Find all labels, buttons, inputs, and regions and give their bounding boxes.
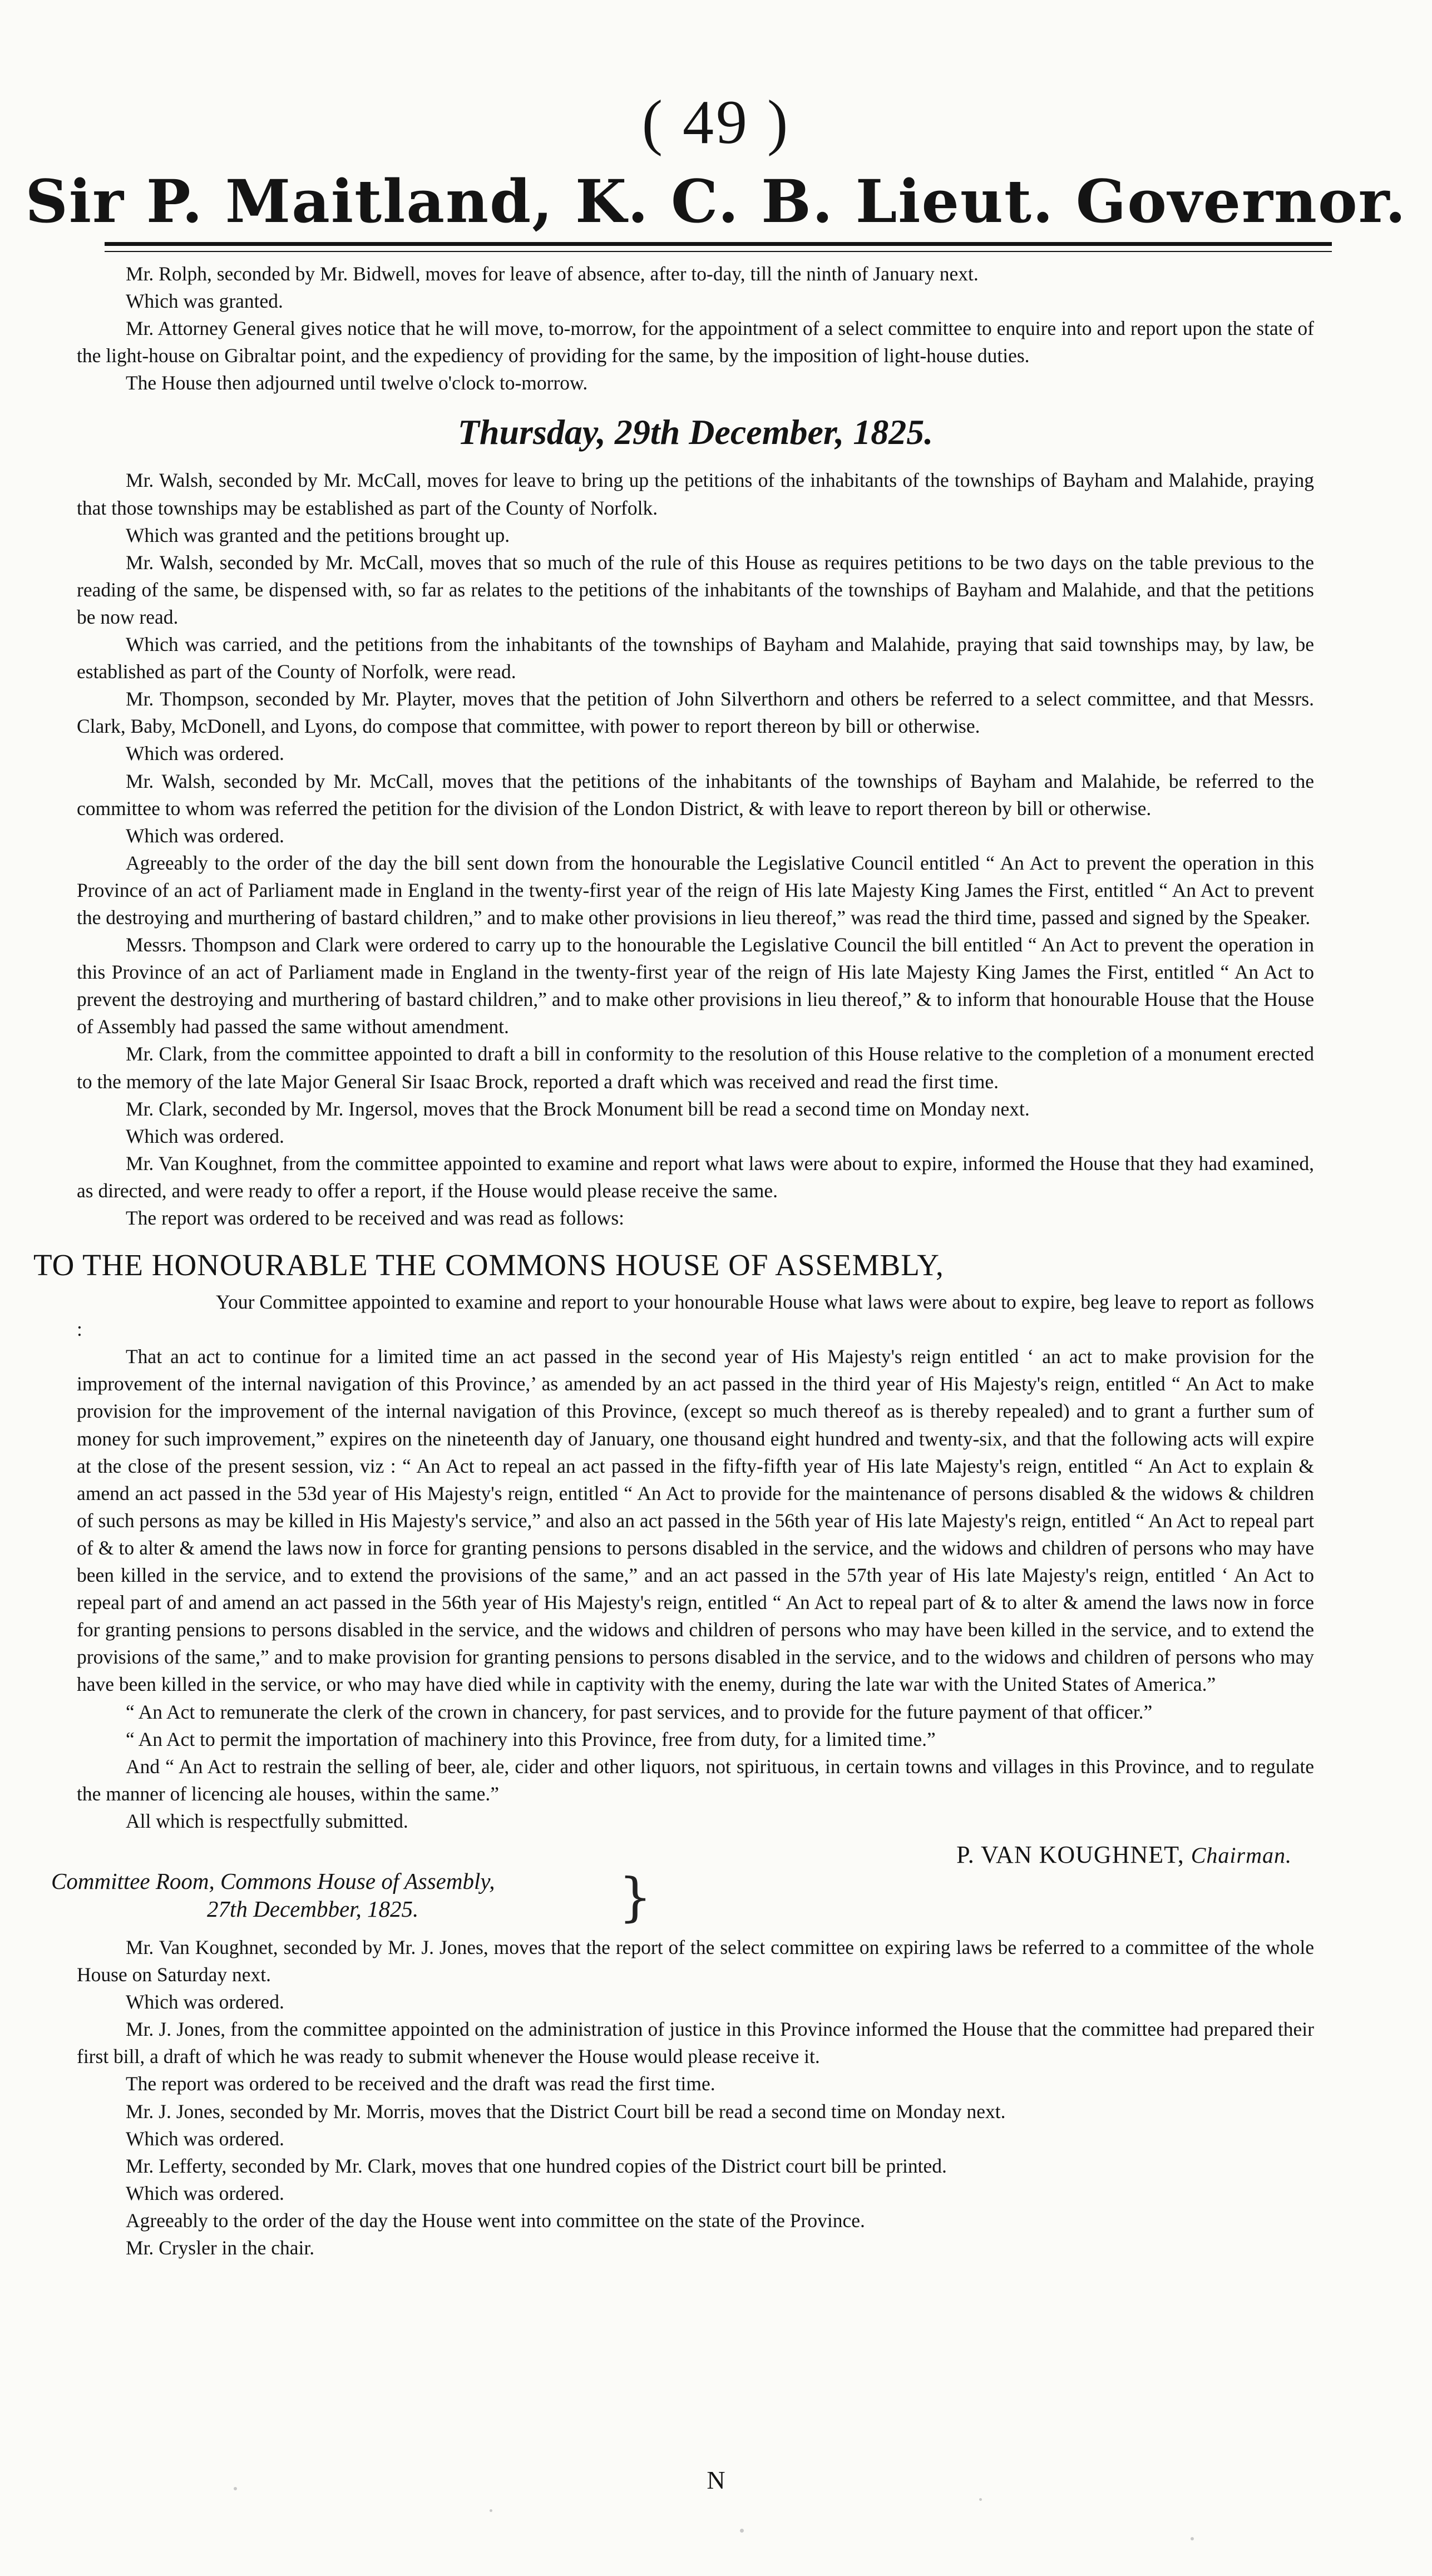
print-speckle [234, 2487, 237, 2490]
print-speckle [740, 2529, 744, 2533]
paragraph: Mr. Walsh, seconded by Mr. McCall, moves that the petitions of the inhabitants of the townships of Bayham and Malahide, be referred to the committee to whom was referred the petition for the division of the London District, & with leave to report thereon by bill or otherwise. [77, 769, 1314, 820]
paragraph: The report was ordered to be received and the draft was read the first time. [126, 2072, 715, 2095]
paragraph: Which was carried, and the petitions from the inhabitants of the townships of Bayham and Malahide, praying that said townships may, by law, be established as part of the County of Norfolk, were read. [77, 633, 1314, 683]
body-text [33, 260, 1314, 2262]
heading-rule-thin [105, 251, 1332, 252]
print-speckle [979, 2498, 982, 2501]
print-speckle [1191, 2537, 1194, 2540]
chairman-signature [956, 1839, 1292, 1871]
paragraph: Mr. Lefferty, seconded by Mr. Clark, moves that one hundred copies of the District court bill be printed. [126, 2154, 947, 2177]
printer-signature-mark: N [707, 2466, 725, 2494]
committee-room-dateline [51, 1867, 608, 1923]
paragraph: Mr. Thompson, seconded by Mr. Playter, moves that the petition of John Silverthorn and others be referred to a select committee, and that Messrs. Clark, Baby, McDonell, and Lyons, do compose that committee, with power to report thereon by bill or otherwise. [77, 688, 1314, 738]
page-number: ( 49 ) [641, 88, 791, 157]
paragraph: Mr. J. Jones, from the committee appointed on the administration of justice in this Province informed the House that the committee had prepared their first bill, a draft of which he was ready to submit whenever the House would please receive it. [77, 2018, 1314, 2068]
paragraph: Mr. Rolph, seconded by Mr. Bidwell, moves for leave of absence, after to-day, till the ninth of January next. [126, 263, 979, 285]
paragraph: “ An Act to permit the importation of machinery into this Province, free from duty, for a limited time.” [126, 1728, 936, 1750]
paragraph: Which was granted and the petitions brought up. [126, 524, 510, 546]
date-heading: Thursday, 29th December, 1825. [457, 412, 934, 452]
paragraph: Mr. Crysler in the chair. [126, 2237, 315, 2259]
paragraph: The report was ordered to be received and was read as follows: [126, 1207, 625, 1229]
paragraph: Mr. Van Koughnet, seconded by Mr. J. Jones, moves that the report of the select committee on expiring laws be referred to a committee of the whole House on Saturday next. [77, 1936, 1314, 1986]
paragraph: That an act to continue for a limited time an act passed in the second year of His Majesty's reign entitled ‘ an act to make provision for the improvement of the internal navigation of this Province,’ as amended by an act passed in the third year of His Majesty's reign, entitled “ An Act to make provision for the improvement of the internal navigation of this Province, (except so much thereof as is thereby repealed) and to grant a further sum of money for such improvement,” expires on the nineteenth day of January, one thousand eight hundred and twenty-six, and that the following acts will expire at the close of the present session, viz : “ An Act to repeal an act passed in the fifty-fifth year of His late Majesty's reign, entitled “ An Act to explain & amend an act passed in the 53d year of His Majesty's reign, entitled “ An Act to provide for the maintenance of persons disabled & the widows & children of such persons as may be killed in His Majesty's service,” and also an act passed in the 56th year of His late Majesty's reign, entitled “ An Act to repeal part of & to alter & amend the laws now in force for granting pensions to persons disabled in the service, and the widows and children of persons who may have been killed in the service, and to extend the provisions of the same,” and an act passed in the 57th year of His late Majesty's reign, entitled ‘ An Act to repeal part of and amend an act passed in the 56th year of His Majesty's reign, entitled “ An Act to repeal part of & to alter & amend the laws now in force for granting pensions to persons disabled in the service, and the widows and children of persons who may have been killed in the service, and to extend the provisions of the same,” and to make provision for granting pensions to persons disabled in the service, and to the widows and children of persons who may have been killed in the service, or who may have died while in captivity with the enemy, during the late war with the United States of America.” [77, 1345, 1314, 1696]
chairman-title: Chairman. [1191, 1842, 1292, 1868]
chairman-name: P. VAN KOUGHNET, [956, 1840, 1184, 1868]
paragraph: Mr. J. Jones, seconded by Mr. Morris, moves that the District Court bill be read a second time on Monday next. [126, 2100, 1006, 2123]
paragraph: Mr. Van Koughnet, from the committee appointed to examine and report what laws were about to expire, informed the House that they had examined, as directed, and were ready to offer a report, if the House would please receive the same. [77, 1152, 1314, 1202]
paragraph: Messrs. Thompson and Clark were ordered to carry up to the honourable the Legislative Council the bill entitled “ An Act to prevent the operation in this Province of an act of Parliament made in England in the twenty-first year of the reign of His late Majesty King James the First, entitled “ An Act to prevent the destroying and murthering of bastard children,” and to make other provisions in lieu thereof,” & to inform that honourable House that the House of Assembly had passed the same without amendment. [77, 934, 1314, 1038]
paragraph: Mr. Clark, seconded by Mr. Ingersol, moves that the Brock Monument bill be read a second time on Monday next. [126, 1097, 1030, 1120]
heading-rule-thick [105, 242, 1332, 246]
paragraph: Which was ordered. [126, 1124, 284, 1147]
paragraph: Your Committee appointed to examine and report to your honourable House what laws were about to expire, beg leave to report as follows : [77, 1291, 1314, 1341]
paragraph: The House then adjourned until twelve o'clock to-morrow. [126, 372, 588, 394]
paragraph: Which was ordered. [126, 742, 284, 765]
paragraph: Mr. Walsh, seconded by Mr. McCall, moves for leave to bring up the petitions of the inhabitants of the townships of Bayham and Malahide, praying that those townships may be established as part of the County of Norfolk. [77, 469, 1314, 519]
brace-mark: } [619, 1867, 652, 1928]
paragraph: Which was granted. [126, 290, 283, 313]
dateline-place: Committee Room, Commons House of Assembly, [51, 1868, 495, 1894]
print-speckle [490, 2509, 492, 2512]
paragraph: “ An Act to remunerate the clerk of the crown in chancery, for past services, and to provide for the future payment of that officer.” [126, 1700, 1153, 1723]
running-head: Sir P. Maitland, K. C. B. Lieut. Governor. [25, 166, 1407, 236]
dateline-date: 27th Decembber, 1825. [207, 1896, 419, 1922]
paragraph: Agreeably to the order of the day the House went into committee on the state of the Province. [126, 2209, 865, 2232]
paragraph: Mr. Clark, from the committee appointed to draft a bill in conformity to the resolution of this House relative to the completion of a monument erected to the memory of the late Major General Sir Isaac Brock, reported a draft which was received and read the first time. [77, 1043, 1314, 1093]
signature-block [51, 1839, 1314, 1934]
report-heading: TO THE HONOURABLE THE COMMONS HOUSE OF ASSEMBLY, [33, 1248, 944, 1282]
paragraph: Which was ordered. [126, 1991, 284, 2014]
paragraph: Mr. Walsh, seconded by Mr. McCall, moves that so much of the rule of this House as requires petitions to be two days on the table previous to the reading of the same, be dispensed with, so far as relates to the petitions of the inhabitants of the townships of Bayham and Malahide, and that the petitions be now read. [77, 551, 1314, 628]
paragraph: And “ An Act to restrain the selling of beer, ale, cider and other liquors, not spirituous, in certain towns and villages in this Province, and to regulate the manner of licencing ale houses, within the same.” [77, 1755, 1314, 1805]
paragraph: Which was ordered. [126, 824, 284, 847]
paragraph: Mr. Attorney General gives notice that he will move, to-morrow, for the appointment of a select committee to enquire into and report upon the state of the light-house on Gibraltar point, and the expediency of providing for the same, by the imposition of light-house duties. [77, 317, 1314, 367]
paragraph: All which is respectfully submitted. [126, 1809, 408, 1832]
paragraph: Which was ordered. [126, 2127, 284, 2150]
paragraph: Which was ordered. [126, 2182, 284, 2204]
paragraph: Agreeably to the order of the day the bill sent down from the honourable the Legislative Council entitled “ An Act to prevent the operation in this Province of an act of Parliament made in England in the twenty-first year of the reign of His late Majesty King James the First, entitled “ An Act to prevent the destroying and murthering of bastard children,” and to make other provisions in lieu thereof,” was read the third time, passed and signed by the Speaker. [77, 851, 1314, 929]
